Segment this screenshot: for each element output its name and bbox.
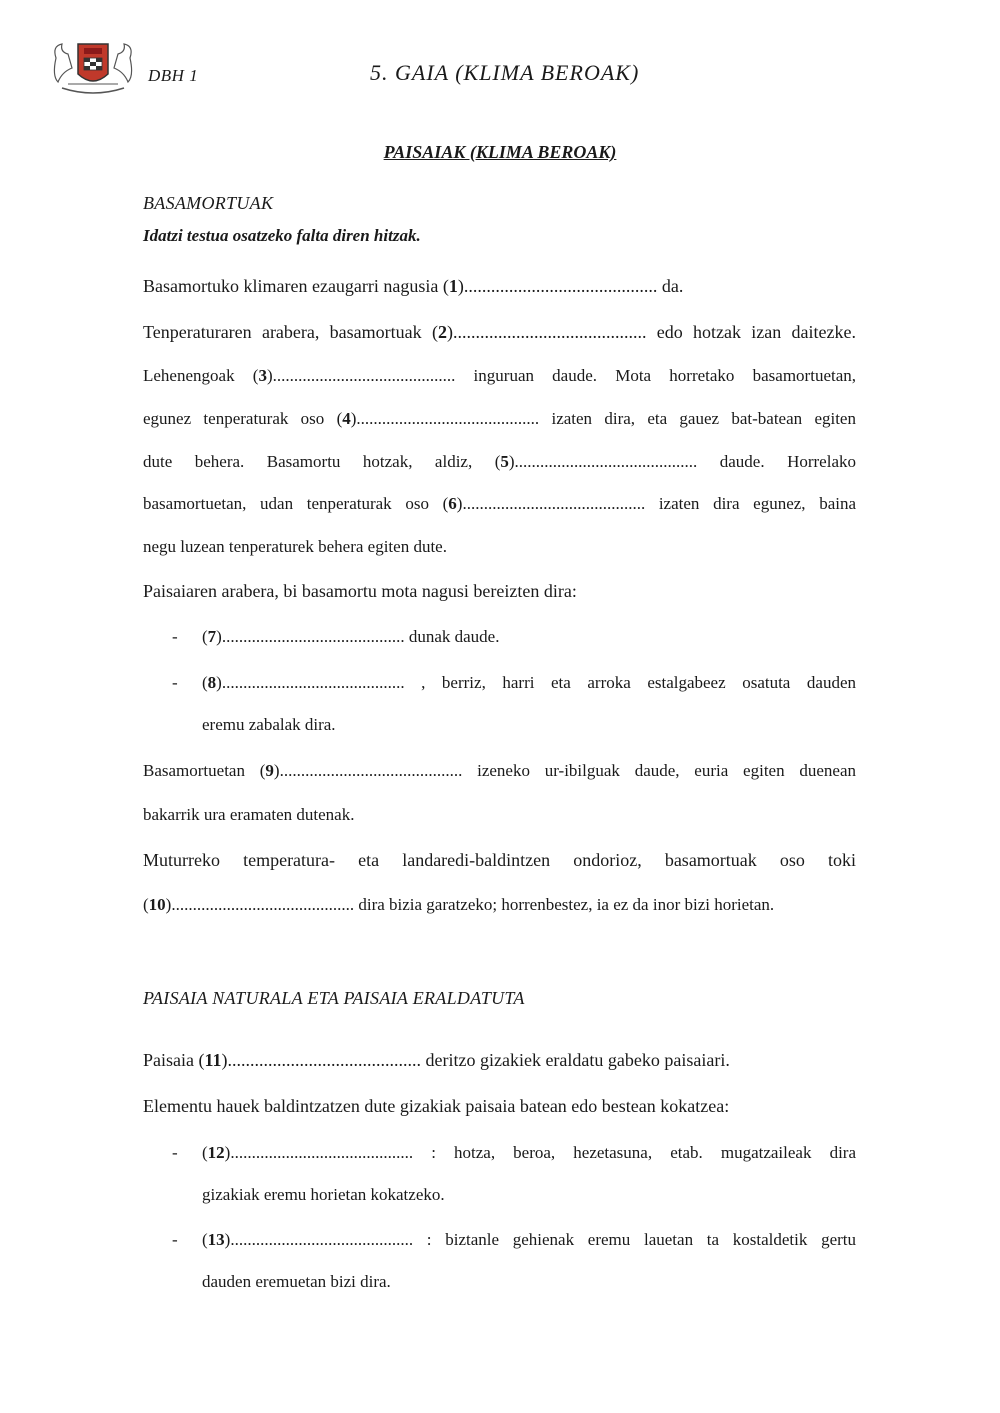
text-line-1: Basamortuko klimaren ezaugarri nagusia (1)........................................... da. [143,276,684,296]
text-line-5: dute behera. Basamortu hotzak, aldiz, (5)........................................... daude. Horrelako [143,452,856,471]
unit-title: 5. GAIA (KLIMA BEROAK) [370,60,640,85]
blank-13[interactable]: ........................................... [230,1230,414,1249]
text-line-10b: (10)........................................... dira bizia garatzeko; horrenbestez, ia ez da inor bizi horietan. [143,895,775,914]
bullet-dash: - [172,673,178,692]
blank-4[interactable]: ........................................... [356,409,540,428]
blank-8[interactable]: ........................................... [221,673,405,692]
bullet-dash: - [172,1143,178,1162]
bullet-item-8: (8)........................................... , berriz, harri eta arroka estalgabeez osatuta dauden [202,673,856,692]
section-heading-paisaia: PAISAIA NATURALA ETA PAISAIA ERALDATUTA [143,988,525,1008]
bullet-item-12-cont: gizakiak eremu horietan kokatzeko. [202,1185,445,1204]
text-line-7: negu luzean tenperaturek behera egiten dute. [143,537,447,556]
text-line-8: Paisaiaren arabera, bi basamortu mota nagusi bereizten dira: [143,581,577,601]
bullet-item-13: (13)........................................... : biztanle gehienak eremu lauetan ta kostaldetik gertu [202,1230,856,1249]
text-line-4: egunez tenperaturak oso (4)........................................... izaten dira, eta gauez bat-batean egiten [143,409,856,428]
blank-12[interactable]: ........................................... [230,1143,414,1162]
text-line-6: basamortuetan, udan tenperaturak oso (6)........................................... izaten dira egunez, baina [143,494,857,513]
blank-5[interactable]: ........................................... [514,452,698,471]
blank-6[interactable]: ........................................... [462,494,646,513]
blank-11[interactable]: ........................................... [227,1050,421,1070]
text-line-10a: Muturreko temperatura- eta landaredi-baldintzen ondorioz, basamortuak oso toki [143,850,856,870]
blank-2[interactable]: ........................................... [452,322,647,342]
instruction-text: Idatzi testua osatzeko falta diren hitzak. [143,226,421,245]
blank-3[interactable]: ........................................... [272,366,456,385]
blank-10[interactable]: ........................................... [171,895,355,914]
grade-label: DBH 1 [148,66,199,85]
bullet-item-12: (12)........................................... : hotza, beroa, hezetasuna, etab. mugatzaileak dira [202,1143,856,1162]
section-heading-basamortuak: BASAMORTUAK [143,193,274,213]
text-line-11: Paisaia (11)........................................... deritzo gizakiek eraldatu gabeko paisaiari. [143,1050,730,1070]
school-crest-logo [48,38,138,98]
blank-9[interactable]: ........................................... [279,761,463,780]
bullet-dash: - [172,1230,178,1249]
blank-7[interactable]: ........................................... [221,627,405,646]
text-line-3: Lehenengoak (3)........................................... inguruan daude. Mota horretako basamortuetan, [143,366,857,385]
blank-1[interactable]: ........................................... [463,276,658,296]
page-title: PAISAIAK (KLIMA BEROAK) [383,142,617,162]
bullet-item-7: (7)........................................... dunak daude. [202,627,500,646]
text-line-9-cont: bakarrik ura eramaten dutenak. [143,805,355,824]
bullet-item-13-cont: dauden eremuetan bizi dira. [202,1272,391,1291]
bullet-dash: - [172,627,178,646]
text-line-9: Basamortuetan (9)........................................... izeneko ur-ibilguak daude, euria egiten duenean [143,761,856,780]
text-line-12: Elementu hauek baldintzatzen dute gizakiak paisaia batean edo bestean kokatzea: [143,1096,730,1116]
text-line-2: Tenperaturaren arabera, basamortuak (2)........................................... edo hotzak izan daitezke. [143,322,856,342]
bullet-item-8-cont: eremu zabalak dira. [202,715,336,734]
